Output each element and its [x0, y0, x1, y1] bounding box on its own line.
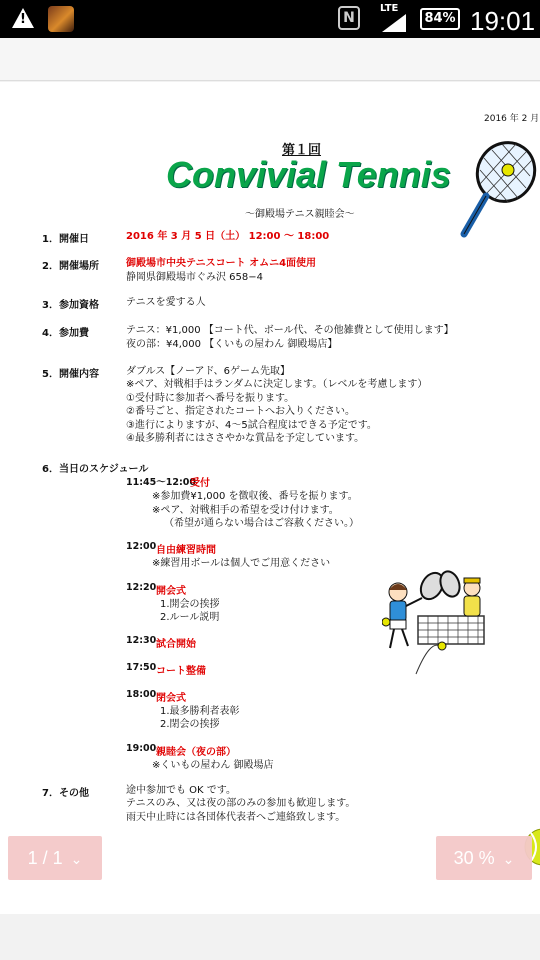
clock: 19:01	[470, 6, 536, 36]
fee-line: テニス：¥1,000 【コート代、ボール代、その他雑費として使用します】	[126, 325, 454, 336]
content-line: ②番号ごと、指定されたコートへお入りください。	[126, 406, 355, 417]
viewer-toolbar	[0, 38, 540, 81]
chevron-down-icon: ⌄	[502, 851, 515, 867]
content-line: ③進行によりますが、4～5試合程度はできる予定です。	[126, 420, 377, 431]
tennis-racket-icon	[456, 138, 540, 242]
lte-indicator: LTE	[380, 3, 399, 14]
content-line: ダブルス【ノーアド、6ゲーム先取】	[126, 366, 290, 377]
chevron-down-icon: ⌄	[70, 851, 83, 867]
schedule-event: 閉会式	[156, 693, 186, 704]
battery-icon	[420, 8, 460, 30]
fee-line: 夜の部：¥4,000 【くいもの屋わん 御殿場店】	[126, 339, 338, 350]
app-icon	[48, 6, 74, 32]
zoom-level-button[interactable]	[436, 836, 532, 880]
schedule-event: 受付	[190, 478, 210, 489]
schedule-event: 試合開始	[156, 639, 196, 650]
schedule-note: 1.最多勝利者表彰	[160, 706, 240, 717]
document-subtitle: ～御殿場テニス親睦会～	[245, 209, 355, 220]
schedule-note: ※参加費¥1,000 を徴収後、番号を振ります。	[152, 491, 358, 502]
schedule-time: 17:50	[126, 662, 157, 673]
section-schedule-label: 6．当日のスケジュール	[42, 464, 149, 475]
page-indicator: 1 / 1	[27, 848, 63, 868]
other-line: テニスのみ、又は夜の部のみの参加も歓迎します。	[126, 798, 356, 809]
bottom-bar	[0, 916, 540, 960]
other-line: 途中参加でも OK です。	[126, 785, 236, 796]
page-indicator-button[interactable]	[8, 836, 102, 880]
event-date: 2016 年 3 月 5 日（土） 12:00 ～ 18:00	[126, 231, 330, 242]
schedule-time: 11:45～12:00	[126, 477, 196, 488]
document-page[interactable]	[0, 82, 540, 914]
schedule-note: （希望が通らない場合はご容赦ください。）	[164, 518, 359, 529]
edition-label: 第１回	[282, 143, 322, 158]
schedule-note: 1.開会の挨拶	[160, 599, 220, 610]
document-title: Convivial Tennis	[166, 154, 451, 195]
content-line: ①受付時に参加者へ番号を振ります。	[126, 393, 295, 404]
schedule-event: コート整備	[156, 666, 206, 677]
content-line: ④最多勝利者にはささやかな賞品を予定しています。	[126, 433, 365, 444]
section-venue-label: 2．開催場所	[42, 261, 99, 272]
tennis-players-illustration	[382, 570, 488, 678]
schedule-time: 12:20	[126, 582, 157, 593]
document-date: 2016 年 2 月	[484, 114, 540, 124]
content-line: ※ペア、対戦相手はランダムに決定します。（レベルを考慮します）	[126, 379, 428, 390]
schedule-note: ※ペア、対戦相手の希望を受け付けます。	[152, 505, 339, 516]
section-fee-label: 4．参加費	[42, 328, 89, 339]
qualification-value: テニスを愛する人	[126, 297, 206, 308]
schedule-time: 12:30	[126, 635, 157, 646]
section-content-label: 5．開催内容	[42, 369, 99, 380]
schedule-note: 2.ルール説明	[160, 612, 220, 623]
schedule-time: 18:00	[126, 689, 157, 700]
venue-address: 静岡県御殿場市ぐみ沢 658−4	[126, 272, 264, 283]
section-qualification-label: 3．参加資格	[42, 300, 99, 311]
schedule-note: ※練習用ボールは個人でご用意ください	[152, 558, 331, 569]
schedule-time: 19:00	[126, 743, 157, 754]
schedule-note: 2.閉会の挨拶	[160, 719, 220, 730]
section-date-label: 1．開催日	[42, 234, 89, 245]
schedule-event: 開会式	[156, 586, 186, 597]
other-line: 雨天中止時には各団体代表者へご連絡致します。	[126, 812, 346, 823]
warning-icon-mark: !	[20, 12, 26, 27]
section-other-label: 7．その他	[42, 788, 89, 799]
venue-name: 御殿場市中央テニスコート オムニ4面使用	[126, 258, 317, 269]
schedule-event: 親睦会（夜の部）	[156, 747, 236, 758]
status-bar	[0, 0, 540, 38]
schedule-event: 自由練習時間	[156, 545, 216, 556]
schedule-note: ※くいもの屋わん 御殿場店	[152, 760, 274, 771]
nfc-icon: N	[338, 6, 360, 30]
battery-level: 84%	[424, 11, 456, 26]
signal-icon	[382, 14, 406, 32]
schedule-time: 12:00	[126, 541, 157, 552]
zoom-level: 30 %	[453, 848, 495, 868]
